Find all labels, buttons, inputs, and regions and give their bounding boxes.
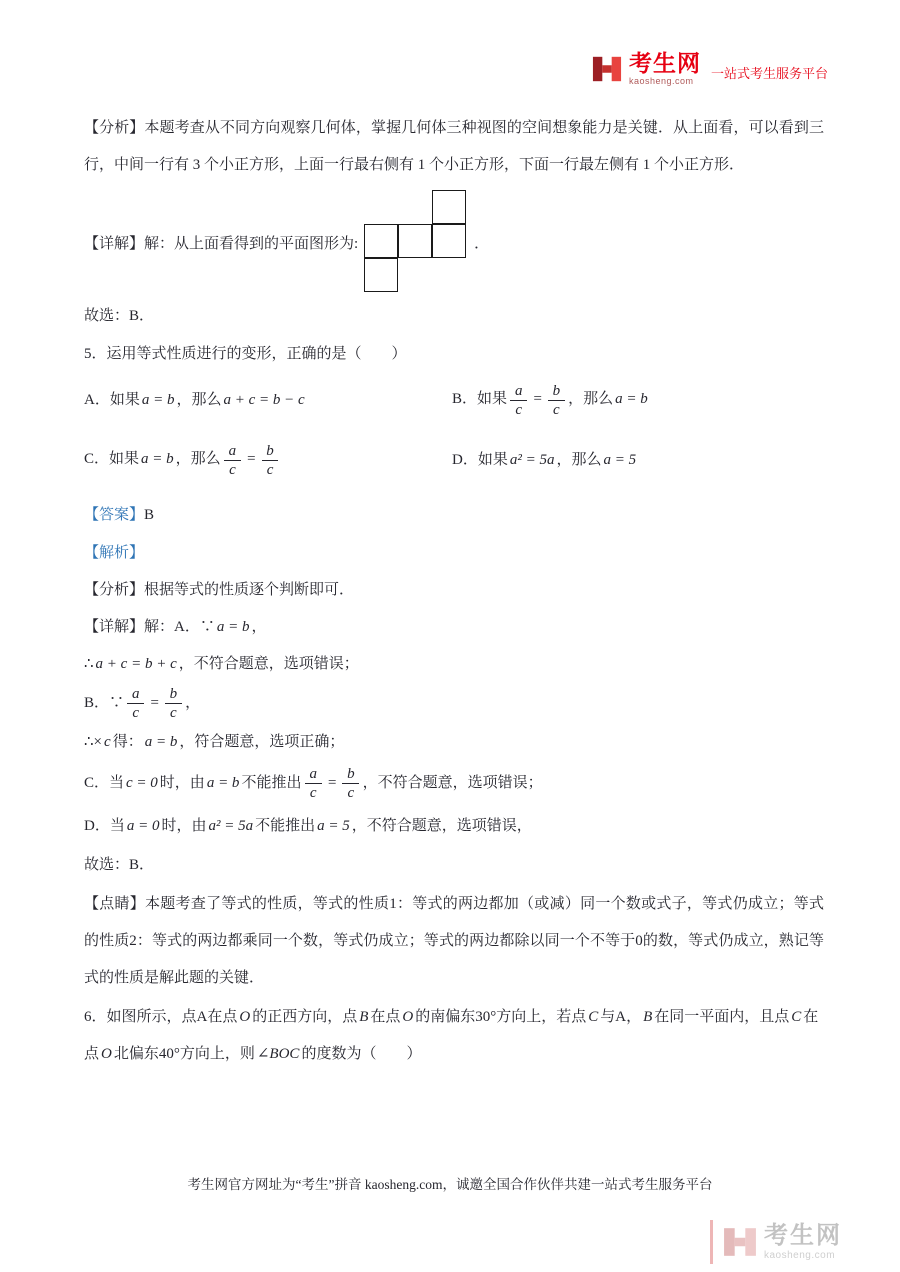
fraction: $\frac{b}{c}$ [165, 685, 183, 722]
options-row-2 [84, 433, 824, 487]
answer-label: 【答案】 [84, 507, 145, 523]
option-d: D．如果 a² = 5a ，那么 a = 5 [452, 451, 637, 468]
detail-line-3: B．∵ $\frac{a}{c}$ = $\frac{b}{c}$ ， [84, 686, 201, 722]
logo-text-block [629, 52, 701, 86]
answer-value: B [144, 507, 155, 523]
detail-line-4: ∴× c 得： a = b ，符合题意，选项正确； [84, 734, 345, 751]
fraction: $\frac{b}{c}$ [261, 442, 279, 479]
option-a: A．如果 a = b ，那么 a + c = b − c [84, 391, 305, 408]
top-view-square [398, 224, 432, 258]
footer-note: 考生网官方网址为“考生”拼音 kaosheng.com，诚邀全国合作伙伴共建一站式考生服务平台 [187, 1176, 713, 1192]
fraction: $\frac{a}{c}$ [127, 685, 145, 722]
detail-line-2: ∴ a + c = b + c ，不符合题意，选项错误； [84, 656, 359, 672]
top-view-square [432, 224, 466, 258]
top-view-square [364, 258, 398, 292]
document-content [0, 96, 900, 1073]
analysis-paragraph-q4: 【分析】本题考查从不同方向观察几何体，掌握几何体三种视图的空间想象能力是关键．从上面看，可以看到三行，中间一行有 3 个小正方形，上面一行最右侧有 1 个小正方形，下面一行最左侧有 1 个小正方形． [84, 120, 824, 173]
dianjing-paragraph-q5: 【点睛】本题考查了等式的性质，等式的性质1：等式的两边都加（或减）同一个数或式子，等式仍成立；等式的性质2：等式的两边都乘同一个数，等式仍成立；等式的两边都除以同一个不等于0的数，等式仍成立，熟记等式的性质是解此题的关键． [84, 896, 824, 987]
watermark-divider [710, 1220, 713, 1264]
watermark-h-icon [723, 1225, 757, 1259]
logo-domain-text: kaosheng.com [628, 76, 694, 86]
watermark-brand-text: 考生网 [764, 1221, 842, 1249]
logo-tagline: 一站式考生服务平台 [710, 66, 828, 81]
jiexi-label: 【解析】 [84, 545, 145, 561]
fraction: $\frac{a}{c}$ [304, 765, 322, 802]
question-5-stem: 5．运用等式性质进行的变形，正确的是（ ） [84, 346, 407, 362]
options-row-1 [84, 373, 824, 427]
detail-line-q4 [84, 190, 824, 294]
option-c: C．如果 a = b ，那么 $\frac{a}{c}$ = $\frac{b}{c}$ [84, 441, 452, 478]
fraction: $\frac{a}{c}$ [510, 382, 528, 419]
detail-line-6: D．当 a = 0 时，由 a² = 5a 不能推出 a = 5 ，不符合题意，选项错误， [84, 818, 532, 835]
detail-line-1: 【详解】解：A．∵ a = b ， [84, 619, 267, 635]
logo-brand-text: 考生网 [628, 50, 701, 76]
top-view-square [364, 224, 398, 258]
fraction: $\frac{b}{c}$ [548, 382, 566, 419]
detail-period-q4: ． [474, 235, 490, 252]
fraction: $\frac{a}{c}$ [224, 442, 242, 479]
logo-h-icon [592, 54, 622, 84]
kaosheng-logo [592, 52, 828, 86]
watermark-domain-text: kaosheng.com [764, 1249, 836, 1261]
question-6-stem: 6．如图所示，点A在点 O 的正西方向，点 B 在点 O 的南偏东30°方向上，若点 C 与A， B 在同一平面内，且点 C 在点 O 北偏东40°方向上，则 ∠BOC 的度数为（ ） [84, 1009, 819, 1063]
answer-line-q5 [84, 497, 824, 534]
watermark-text-block [764, 1221, 842, 1261]
detail-line-5: C．当 c = 0 时，由 a = b 不能推出 $\frac{a}{c}$ = $\frac{b}{c}$ ，不符合题意，选项错误； [84, 766, 543, 802]
page-header [0, 0, 900, 96]
fraction: $\frac{b}{c}$ [342, 765, 360, 802]
top-view-square [432, 190, 466, 224]
analysis-paragraph-q5: 【分析】根据等式的性质逐个判断即可． [84, 582, 355, 598]
top-view-figure [364, 190, 468, 294]
option-b: B．如果 $\frac{a}{c}$ = $\frac{b}{c}$ ，那么 a = b [452, 382, 648, 418]
choose-line-q5: 故选：B． [84, 857, 155, 874]
choose-line-q4: 故选：B． [84, 308, 155, 324]
detail-text-q4: 【详解】解：从上面看得到的平面图形为: [84, 235, 359, 252]
kaosheng-watermark [710, 1220, 842, 1264]
